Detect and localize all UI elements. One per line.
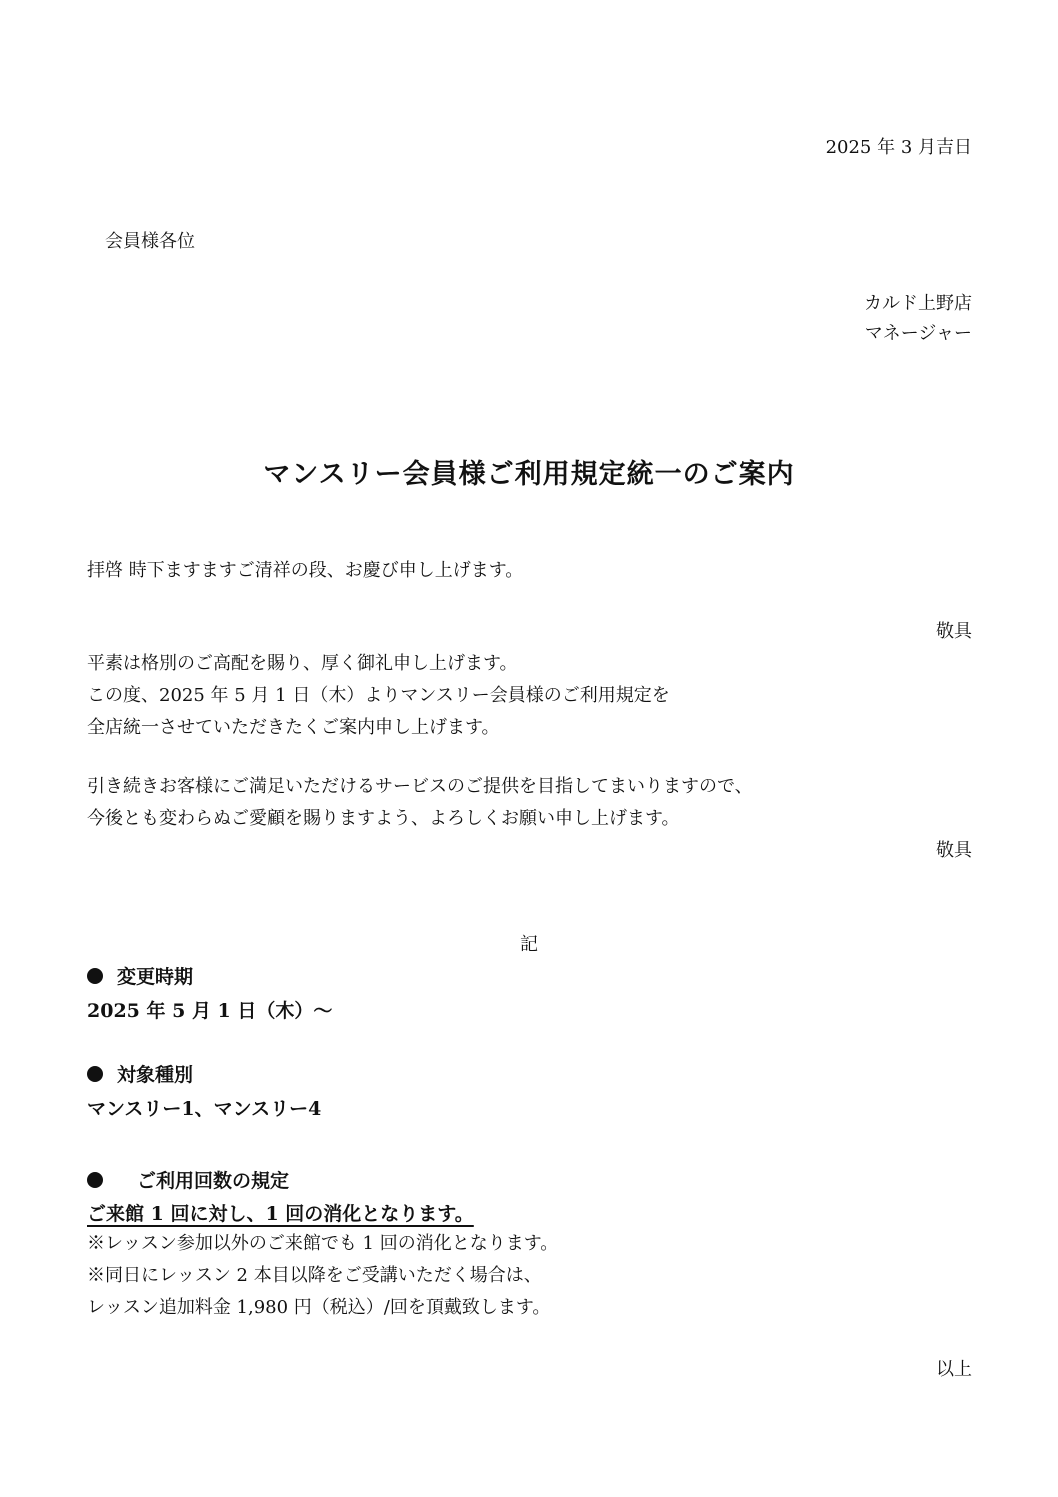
sender-store: カルド上野店 <box>864 293 972 314</box>
greeting: 拝啓 時下ますますご清祥の段、お慶び申し上げます。 <box>87 560 524 581</box>
usage-rule-note: レッスン追加料金 1,980 円（税込）/回を頂戴致します。 <box>87 1297 551 1318</box>
section-heading-text: 対象種別 <box>117 1064 194 1086</box>
sender-role: マネージャー <box>864 323 972 344</box>
section-value-target-type: マンスリー1、マンスリー4 <box>87 1098 322 1120</box>
usage-rule-note: ※同日にレッスン 2 本目以降をご受講いただく場合は、 <box>87 1265 542 1286</box>
section-heading-usage-rule <box>87 1166 289 1193</box>
paragraph-2-line: 引き続きお客様にご満足いただけるサービスのご提供を目指してまいりますので、 <box>87 776 753 797</box>
section-heading-target-type <box>87 1060 193 1087</box>
usage-rule-note: ※レッスン参加以外のご来館でも 1 回の消化となります。 <box>87 1233 559 1254</box>
recipient: 会員様各位 <box>105 231 195 252</box>
paragraph-2-line: 今後とも変わらぬご愛顧を賜りますよう、よろしくお願い申し上げます。 <box>87 808 680 829</box>
paragraph-2 <box>87 771 753 835</box>
bullet-icon <box>87 968 103 984</box>
usage-rule-notes <box>87 1228 558 1324</box>
usage-rule-emphasis: ご来館 1 回に対し、1 回の消化となります。 <box>87 1203 474 1225</box>
document-title: マンスリー会員様ご利用規定統一のご案内 <box>263 459 795 490</box>
section-heading-change-date <box>87 962 193 989</box>
end-mark: 以上 <box>936 1359 972 1380</box>
bullet-icon <box>87 1066 103 1082</box>
closing-keigu-1: 敬具 <box>936 621 972 642</box>
section-heading-text: ご利用回数の規定 <box>137 1170 290 1192</box>
closing-keigu-2: 敬具 <box>936 840 972 861</box>
paragraph-1-line: 平素は格別のご高配を賜り、厚く御礼申し上げます。 <box>87 653 518 674</box>
section-heading-text: 変更時期 <box>117 966 194 988</box>
paragraph-1-line: この度、2025 年 5 月 1 日（木）よりマンスリー会員様のご利用規定を <box>87 685 670 706</box>
bullet-icon <box>87 1172 103 1188</box>
ki-mark: 記 <box>520 934 538 955</box>
document-date: 2025 年 3 月吉日 <box>825 137 972 158</box>
paragraph-1 <box>87 648 670 744</box>
paragraph-1-line: 全店統一させていただきたくご案内申し上げます。 <box>87 717 500 738</box>
section-value-change-date: 2025 年 5 月 1 日（木）～ <box>87 1000 333 1022</box>
